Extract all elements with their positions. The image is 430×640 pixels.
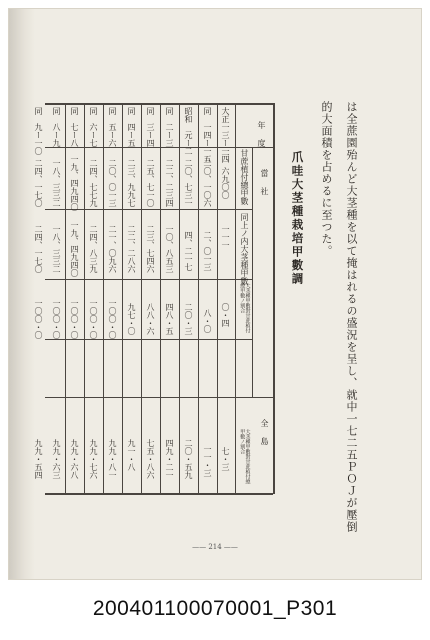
island-cell: 七五・八六 [146,439,155,479]
year-cell: 同 六ー七 [89,107,98,147]
year-cell: 大正一三ー一四 [221,107,230,163]
year-cell: 同 三ー四 [146,107,155,147]
header-company: 當 社 [260,169,269,196]
header-year: 年 度 [257,121,266,148]
year-cell: 同 九ー一〇 [34,107,43,155]
island-cell: 九九・六三 [52,439,61,479]
total-cell: 一九、四九四〇 [70,155,79,211]
within-band-rule [45,279,252,280]
column-divider [160,103,161,494]
ratio-cell: 一〇〇・〇 [89,299,98,339]
column-header-island-ratio: 大茎種甲數對甘蔗植付總甲數ノ割合 [239,429,251,484]
column-divider [84,103,85,494]
ratio-cell: 八・〇 [203,309,212,333]
within-cell: 二二、二八六 [127,225,136,273]
total-cell: 一八、三三二 [52,159,61,207]
ratio-cell: 〇・四 [221,303,230,327]
column-divider [103,103,104,494]
total-cell: 二三、九九七 [127,159,136,207]
column-divider [217,103,218,494]
header-column-rule [252,147,253,397]
ratio-cell: 四八・五 [165,303,174,335]
cultivation-table [9,9,421,579]
island-cell: 九九・八一 [108,439,117,479]
archive-caption: 200401100070001_P301 [92,597,338,620]
total-cell: 二〇、七三一 [184,159,193,207]
table-bottom-rule [45,493,273,495]
section-title: 爪哇大茎種栽培甲數調 [290,151,305,286]
ratio-cell: 一〇〇・〇 [70,299,79,339]
within-cell: 一八、三三二 [52,225,61,273]
column-divider [235,103,236,494]
total-cell: 二〇、〇一三 [108,159,117,207]
year-cell: 同 二ー三 [165,107,174,147]
total-cell: 一、六九〇〇 [221,151,230,199]
page-number: —— 214 —— [192,543,238,551]
year-cell: 同 八ー九 [52,107,61,147]
total-cell: 二五、七一〇 [146,159,155,207]
column-divider [122,103,123,494]
ratio-band-rule [45,339,252,340]
island-cell: 九一・八 [127,439,136,471]
year-cell: 同 七ー八 [70,107,79,147]
total-cell: 二四、一七〇 [34,159,43,207]
year-cell: 同 五ー六 [108,107,117,147]
year-cell: 昭和 元ー二 [184,107,193,155]
total-cell: 二〇、一〇六 [203,159,212,207]
within-cell: 一〇、八五三 [165,225,174,273]
column-header-total: 甘蔗植付總甲數 [240,149,249,205]
ratio-cell: 一〇〇・〇 [52,299,61,339]
ratio-cell: 一〇〇・〇 [108,299,117,339]
within-cell: 二四、一七〇 [34,225,43,273]
island-cell: 二〇・五九 [184,439,193,479]
within-cell: 四、二一七 [184,231,193,271]
island-cell: 四九・二一 [165,439,174,479]
within-cell: 一九、四九四〇 [70,221,79,277]
island-cell: 七・三 [221,447,230,471]
within-cell: 一一一 [221,225,230,249]
island-cell: 九九・七六 [89,439,98,479]
ratio-cell: 八八・六 [146,303,155,335]
year-band-rule [45,147,273,148]
total-cell: 二四、七七九 [89,159,98,207]
total-cell: 二二、二三四 [165,159,174,207]
column-divider [198,103,199,494]
column-header-within: 同上ノ内大茎種甲數 [240,213,249,285]
column-divider [141,103,142,494]
table-right-rule [273,103,275,494]
column-divider [179,103,180,494]
ratio-cell: 九七・〇 [127,303,136,335]
within-cell: 二、〇一三 [203,231,212,271]
within-cell: 二四、八三九 [89,225,98,273]
column-header-ratio: 大茎種甲數對甘蔗植付總甲數ノ割合 [239,283,251,333]
ratio-cell: 二〇・三 [184,303,193,335]
year-cell: 同 四ー五 [127,107,136,147]
document-page [8,8,422,580]
within-cell: 二一、〇九六 [108,225,117,273]
table-top-rule [45,103,273,105]
island-cell: 九九・五四 [34,439,43,479]
within-cell: 二三、七四六 [146,225,155,273]
body-text-line-1: は全蔗園殆んど大茎種を以て掩はれるの盛況を呈し、就中一七二五ＰＯＪが壓倒 [345,101,358,533]
column-divider [65,103,66,494]
island-cell: 一一・三 [203,445,212,477]
ratio-cell: 一〇〇・〇 [34,299,43,339]
body-text-line-2: 的大面積を占めるに至つた。 [320,101,333,257]
island-cell: 九九・六八 [70,439,79,479]
island-band-rule [45,397,273,398]
header-island: 全 島 [260,419,269,446]
year-cell: 同 一四ー一五 [203,107,212,163]
